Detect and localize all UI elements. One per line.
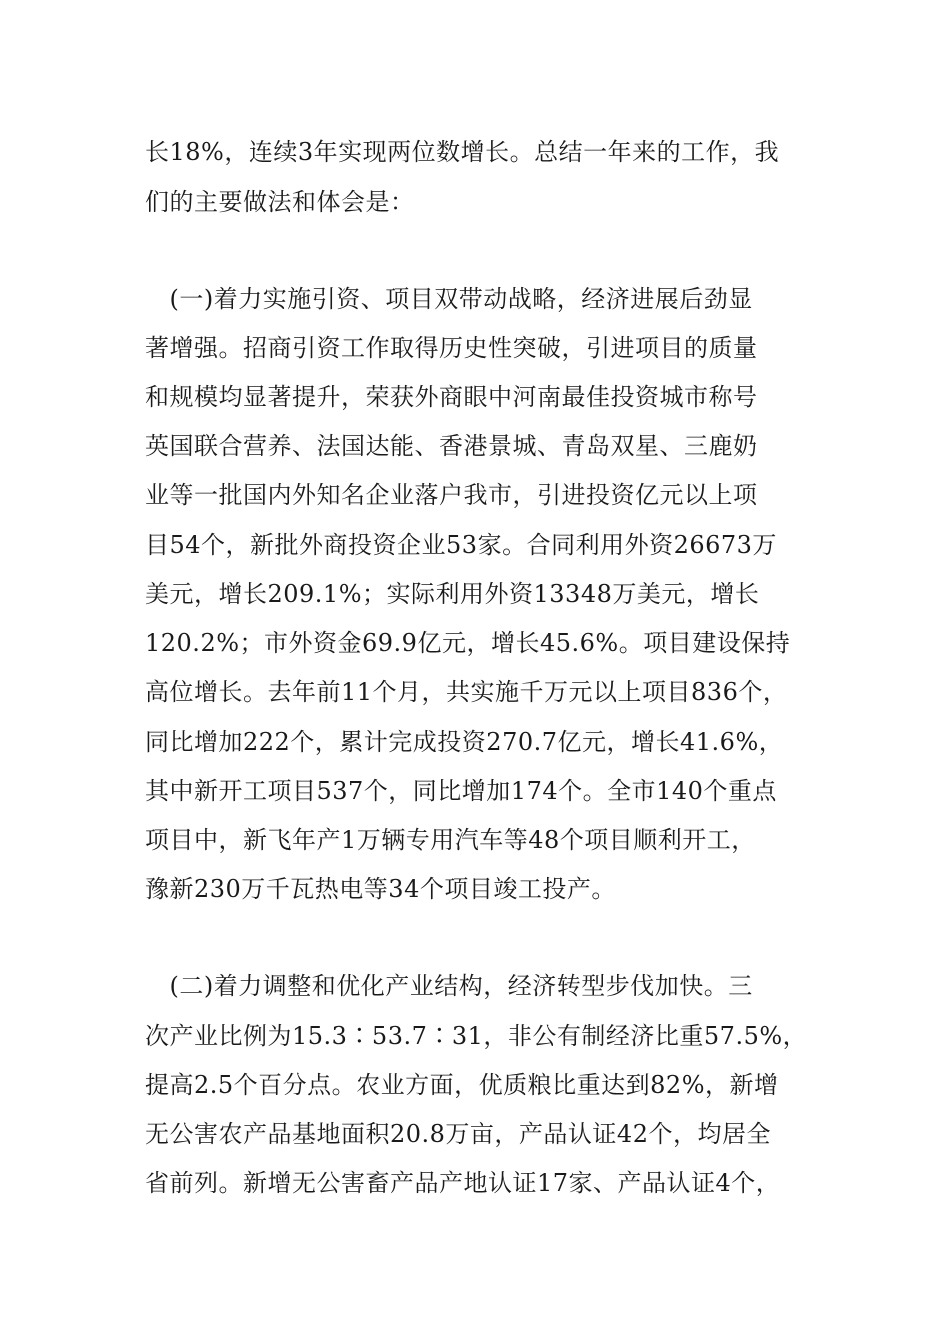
text-line: 120.2%；市外资金69.9亿元，增长45.6%。项目建设保持: [145, 629, 791, 657]
text-line: 省前列。新增无公害畜产品产地认证17家、产品认证4个，: [145, 1169, 781, 1197]
text-line: 次产业比例为15.3∶53.7∶31，非公有制经济比重57.5%，: [145, 1022, 808, 1050]
text-line: 长18%，连续3年实现两位数增长。总结一年来的工作，我: [145, 138, 780, 166]
text-line: (二)着力调整和优化产业结构，经济转型步伐加快。三: [145, 972, 753, 1000]
text-line: 无公害农产品基地面积20.8万亩，产品认证42个，均居全: [145, 1120, 771, 1148]
text-line: 其中新开工项目537个，同比增加174个。全市140个重点: [145, 777, 777, 805]
text-line: 业等一批国内外知名企业落户我市，引进投资亿元以上项: [145, 481, 758, 509]
text-line: 项目中，新飞年产1万辆专用汽车等48个项目顺利开工，: [145, 826, 756, 854]
text-line: 提高2.5个百分点。农业方面，优质粮比重达到82%，新增: [145, 1071, 779, 1099]
text-line: 和规模均显著提升，荣获外商眼中河南最佳投资城市称号: [145, 383, 758, 411]
text-line: 英国联合营养、法国达能、香港景城、青岛双星、三鹿奶: [145, 432, 758, 460]
text-line: (一)着力实施引资、项目双带动战略，经济进展后劲显: [145, 285, 753, 313]
text-line: 美元，增长209.1%；实际利用外资13348万美元，增长: [145, 580, 760, 608]
text-line: 豫新230万千瓦热电等34个项目竣工投产。: [145, 875, 616, 903]
text-line: 同比增加222个，累计完成投资270.7亿元，增长41.6%，: [145, 728, 784, 756]
text-line: 著增强。招商引资工作取得历史性突破，引进项目的质量: [145, 334, 758, 362]
text-line: 们的主要做法和体会是：: [145, 188, 415, 216]
text-line: 目54个，新批外商投资企业53家。合同利用外资26673万: [145, 531, 777, 559]
text-line: 高位增长。去年前11个月，共实施千万元以上项目836个，: [145, 678, 788, 706]
